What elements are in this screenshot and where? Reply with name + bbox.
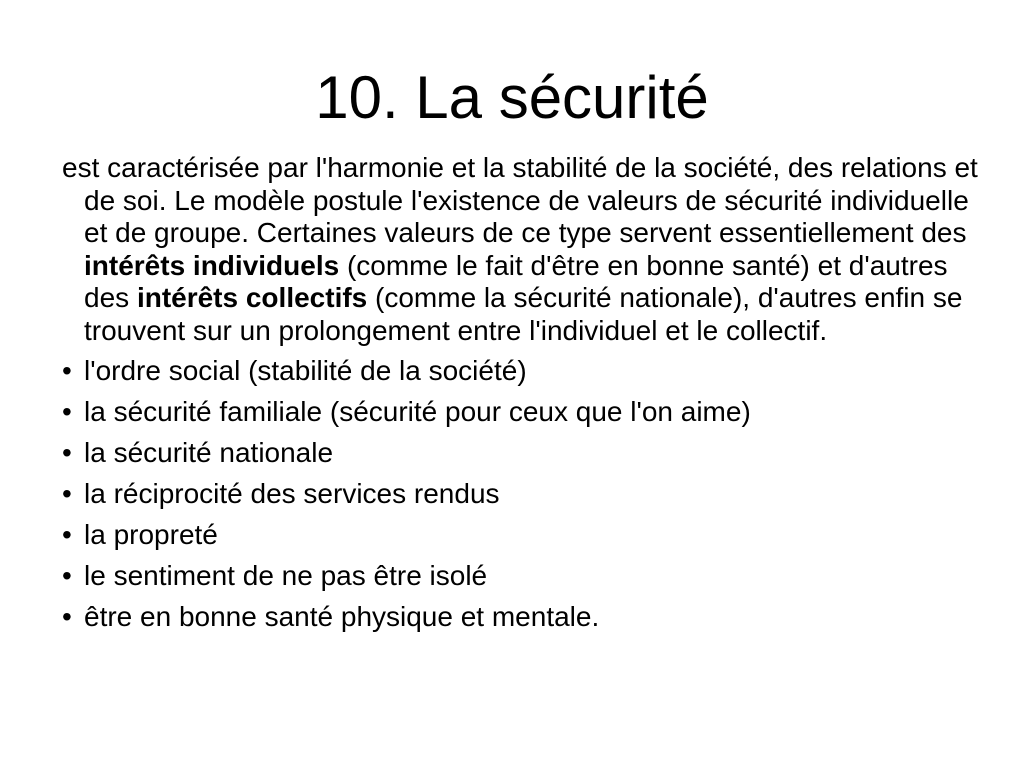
bullet-text: être en bonne santé physique et mentale.: [84, 601, 600, 632]
intro-paragraph: [62, 152, 982, 347]
bullet-icon: •: [62, 519, 72, 550]
bullet-icon: •: [62, 396, 72, 427]
bullet-item: [62, 601, 982, 634]
bullet-text: la sécurité familiale (sécurité pour ceux que l'on aime): [84, 396, 751, 427]
bullet-icon: •: [62, 601, 72, 632]
bullet-text: la réciprocité des services rendus: [84, 478, 500, 509]
bullet-icon: •: [62, 478, 72, 509]
intro-text-2: (comme le fait d'être en bonne santé) et d'autres des: [84, 249, 948, 313]
slide-title: 10. La sécurité: [315, 64, 709, 131]
intro-text-1: est caractérisée par l'harmonie et la stabilité de la société, des relations et de soi. Le modèle postule l'existence de valeurs de sécurité individuelle et de groupe. Certaines valeurs de ce type servent essentiellement des: [62, 152, 978, 248]
intro-bold-individual-interests: intérêts individuels: [84, 249, 340, 281]
bullet-text: la sécurité nationale: [84, 437, 334, 468]
bullet-item: [62, 437, 982, 470]
bullet-item: [62, 396, 982, 429]
bullet-text: l'ordre social (stabilité de la société): [84, 355, 527, 386]
bullet-list: [62, 355, 982, 634]
bullet-icon: •: [62, 437, 72, 468]
bullet-text: la propreté: [84, 519, 218, 550]
bullet-item: [62, 478, 982, 511]
bullet-item: [62, 355, 982, 388]
bullet-item: [62, 560, 982, 593]
bullet-item: [62, 519, 982, 552]
slide-body: [62, 152, 982, 642]
bullet-text: le sentiment de ne pas être isolé: [84, 560, 488, 591]
bullet-icon: •: [62, 560, 72, 591]
intro-text-3: (comme la sécurité nationale), d'autres enfin se trouvent sur un prolongement entre l'individuel et le collectif.: [84, 282, 963, 346]
intro-bold-collective-interests: intérêts collectifs: [136, 282, 368, 313]
bullet-icon: •: [62, 355, 72, 386]
